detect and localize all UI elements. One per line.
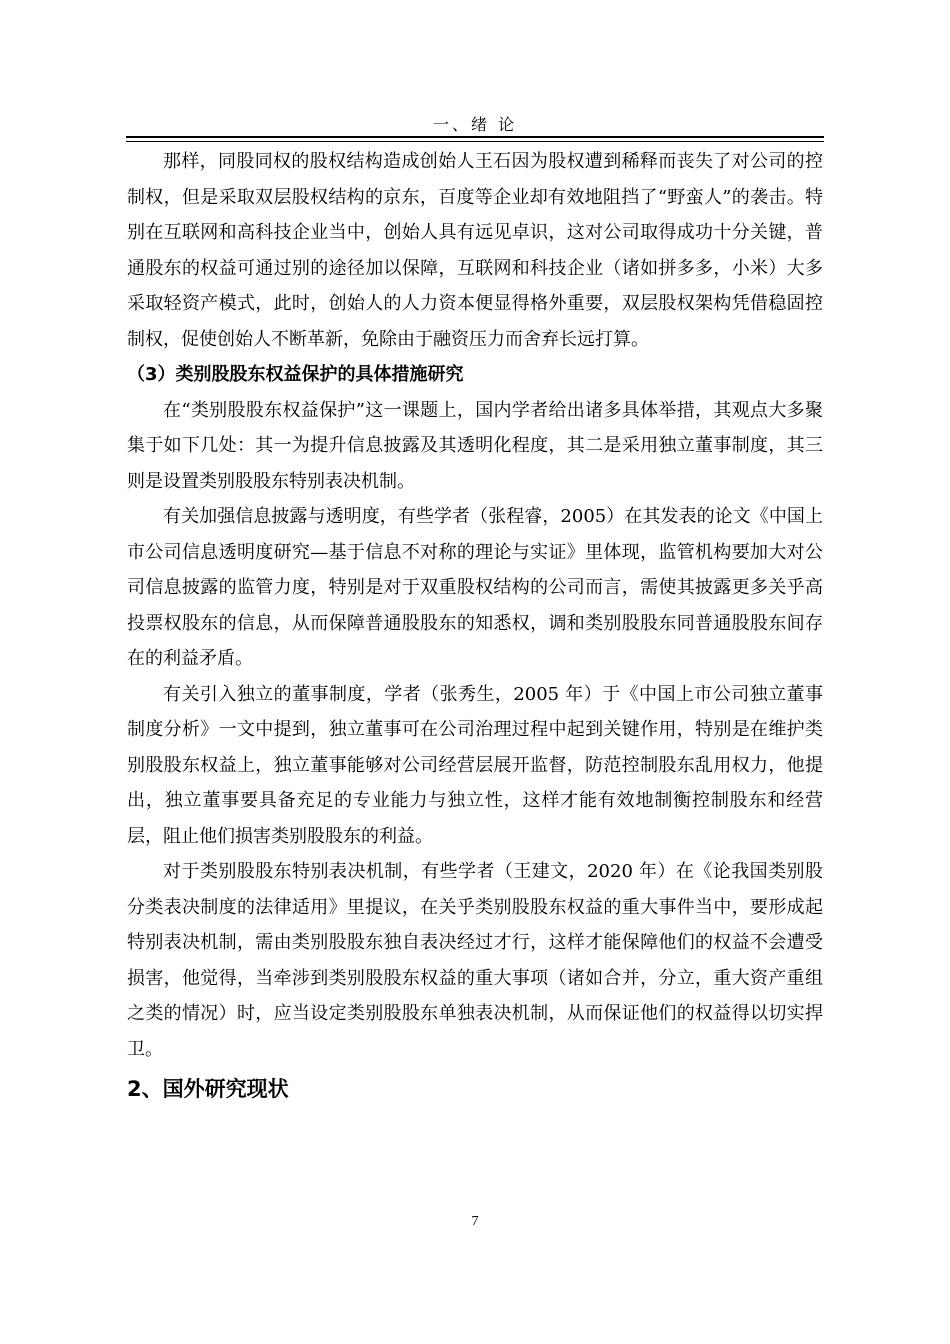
paragraph: 有关加强信息披露与透明度，有些学者（张程睿，2005）在其发表的论文《中国上市公司信息透明度研究—基于信息不对称的理论与实证》里体现，监管机构要加大对公司信息披露的监管力度，特别是对于双重股权结构的公司而言，需使其披露更多关乎高投票权股东的信息，从而保障普通股股东的知悉权，调和类别股股东同普通股股东间存在的利益矛盾。 [127,506,823,669]
running-header: 一、绪 论 [432,115,518,134]
paragraph: 对于类别股股东特别表决机制，有些学者（王建文，2020 年）在《论我国类别股分类表决制度的法律适用》里提议，在关乎类别股股东权益的重大事件当中，要形成起特别表决机制，需由类别股股东独自表决经过才行，这样才能保障他们的权益不会遭受损害，他觉得，当牵涉到类别股股东权益的重大事项（诸如合并，分立，重大资产重组之类的情况）时，应当设定类别股股东单独表决机制，从而保证他们的权益得以切实捍卫。 [127,861,823,1060]
paragraph: 有关引入独立的董事制度，学者（张秀生，2005 年）于《中国上市公司独立董事制度分析》一文中提到，独立董事可在公司治理过程中起到关键作用，特别是在维护类别股股东权益上，独立董事能够对公司经营层展开监督，防范控制股东乱用权力，他提出，独立董事要具备充足的专业能力与独立性，这样才能有效地制衡控制股东和经营层，阻止他们损害类别股股东的利益。 [127,683,823,847]
subsection-heading: （3）类别股股东权益保护的具体措施研究 [127,364,464,385]
paragraph-continued: 那样，同股同权的股权结构造成创始人王石因为股权遭到稀释而丧失了对公司的控制权，但是采取双层股权结构的京东，百度等企业却有效地阻挡了“野蛮人”的袭击。特别在互联网和高科技企业当中，创始人具有远见卓识，这对公司取得成功十分关键，普通股东的权益可通过别的途径加以保障，互联网和科技企业（诸如拼多多，小米）大多采取轻资产模式，此时，创始人的人力资本便显得格外重要，双层股权架构凭借稳固控制权，促使创始人不断革新，免除由于融资压力而舍弃长远打算。 [127,151,823,350]
page-number: 7 [471,1214,479,1229]
paragraph: 在“类别股股东权益保护”这一课题上，国内学者给出诸多具体举措，其观点大多聚集于如下几处：其一为提升信息披露及其透明化程度，其二是采用独立董事制度，其三则是设置类别股股东特别表决机制。 [127,399,823,492]
section-heading: 2、国外研究现状 [127,1077,289,1101]
header-rule-thick [126,136,824,138]
header-rule-thin [126,141,824,142]
page-body [127,144,823,1107]
